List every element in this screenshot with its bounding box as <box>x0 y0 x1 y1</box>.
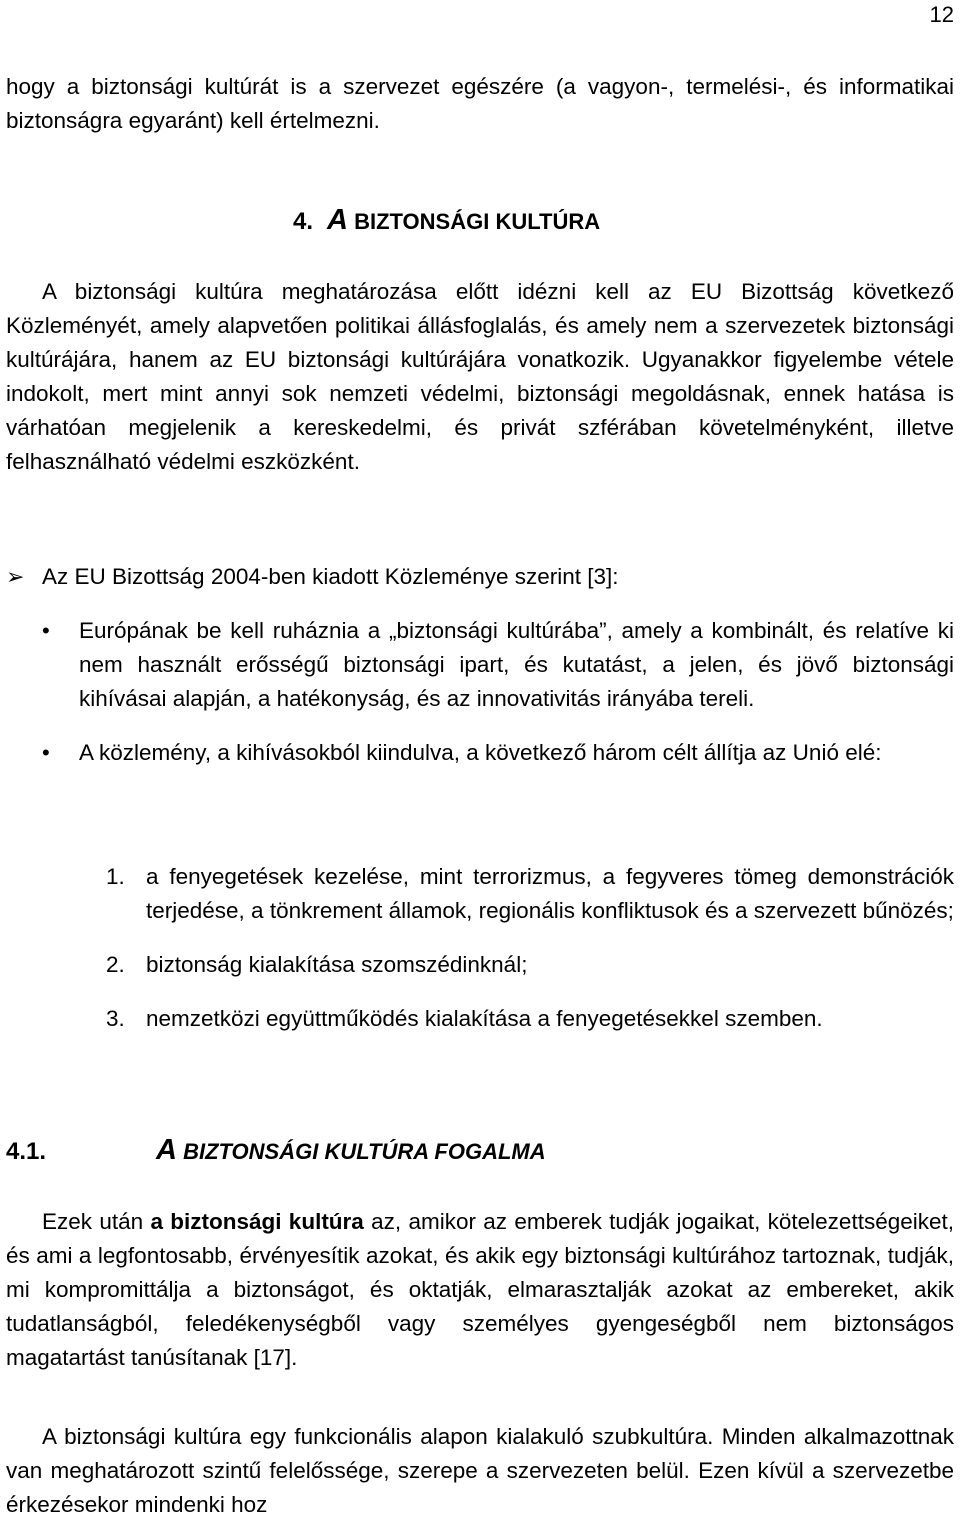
item-number: 2. <box>106 952 125 977</box>
bullet-dot-icon: • <box>42 740 50 765</box>
definition-lead: Ezek után <box>42 1209 151 1234</box>
paragraph-eu-communication: A biztonsági kultúra meghatározása előtt idézni kell az EU Bizottság következő Közleményét, amely alapvetően politikai állásfoglalás, és amely nem a szervezetek biztonsági kultúrájára, hanem az EU biztonsági kultúrájára vonatkozik. Ugyanakkor figyelembe vétele indokolt, mert mint annyi sok nemzeti védelmi, biztonsági megoldásnak, ennek hatása is várhatóan megjelenik a kereskedelmi, és privát szférában követelményként, illetve felhasználható védelmi eszközként. <box>6 279 954 474</box>
numbered-item <box>6 1002 954 1036</box>
bullet-list <box>6 614 954 790</box>
definition-body: az, amikor az emberek tudják jogaikat, kötelezettségeiket, és ami a legfontosabb, érvényesítik azokat, és akik egy biztonsági kultúrához tartoznak, tudják, mi kompromittálja a biztonságot, és oktatják, elmarasztalják azokat az embereket, akik tudatlanságból, feledékenységből vagy személyes gyengeségből nem biztonságos magatartást tanúsítanak [17]. <box>6 1209 954 1370</box>
paragraph-subculture: A biztonsági kultúra egy funkcionális alapon kialakuló szubkultúra. Minden alkalmazottnak van meghatározott szintű felelőssége, szerepe a szervezeten belül. Ezen kívül a szervezetbe érkezésekor mindenki hoz <box>6 1424 954 1517</box>
item-text: a fenyegetések kezelése, mint terrorizmus, a fegyveres tömeg demonstrációk terjedése, a tönkrement államok, regionális konfliktusok és a szervezett bűnözés; <box>146 864 954 923</box>
bullet-text: Európának be kell ruháznia a „biztonsági kultúrába”, amely a kombinált, és relatíve ki nem használt erősségű biztonsági ipart, és kutatást, a jelen, és jövő biztonsági kihívásai alapján, a hatékonyság, és az innovativitás irányába tereli. <box>79 618 954 711</box>
numbered-item <box>6 948 954 982</box>
arrow-item-text: Az EU Bizottság 2004-ben kiadott Közleménye szerint [3]: <box>42 564 619 589</box>
section-title-rest: BIZTONSÁGI KULTÚRA <box>347 209 601 234</box>
section-title-initial: A <box>327 204 348 236</box>
item-text: nemzetközi együttműködés kialakítása a fenyegetésekkel szemben. <box>146 1006 823 1031</box>
subsection-number: 4.1. <box>6 1138 47 1165</box>
item-text: biztonság kialakítása szomszédinknál; <box>146 952 528 977</box>
arrow-list-item <box>6 560 954 594</box>
numbered-item <box>6 860 954 928</box>
item-number: 3. <box>106 1006 125 1031</box>
arrow-bullet-icon: ➢ <box>6 564 25 589</box>
page-number: 12 <box>929 2 954 27</box>
bullet-item <box>6 736 954 770</box>
subsection-title-rest: BIZTONSÁGI KULTÚRA FOGALMA <box>176 1139 546 1164</box>
subsection-title-initial: A <box>156 1134 177 1166</box>
subsection-heading <box>6 1130 546 1172</box>
intro-paragraph: hogy a biztonsági kultúrát is a szervezet egészére (a vagyon-, termelési-, és informatikai biztonságra egyaránt) kell értelmezni. <box>6 74 954 133</box>
section-heading <box>293 200 600 242</box>
definition-term: a biztonsági kultúra <box>150 1209 364 1234</box>
section-number: 4. <box>293 208 314 235</box>
bullet-item <box>6 614 954 716</box>
item-number: 1. <box>106 864 125 889</box>
bullet-text: A közlemény, a kihívásokból kiindulva, a következő három célt állítja az Unió elé: <box>79 740 882 765</box>
numbered-list <box>6 860 954 1056</box>
bullet-dot-icon: • <box>42 618 50 643</box>
paragraph-definition <box>6 1205 954 1375</box>
